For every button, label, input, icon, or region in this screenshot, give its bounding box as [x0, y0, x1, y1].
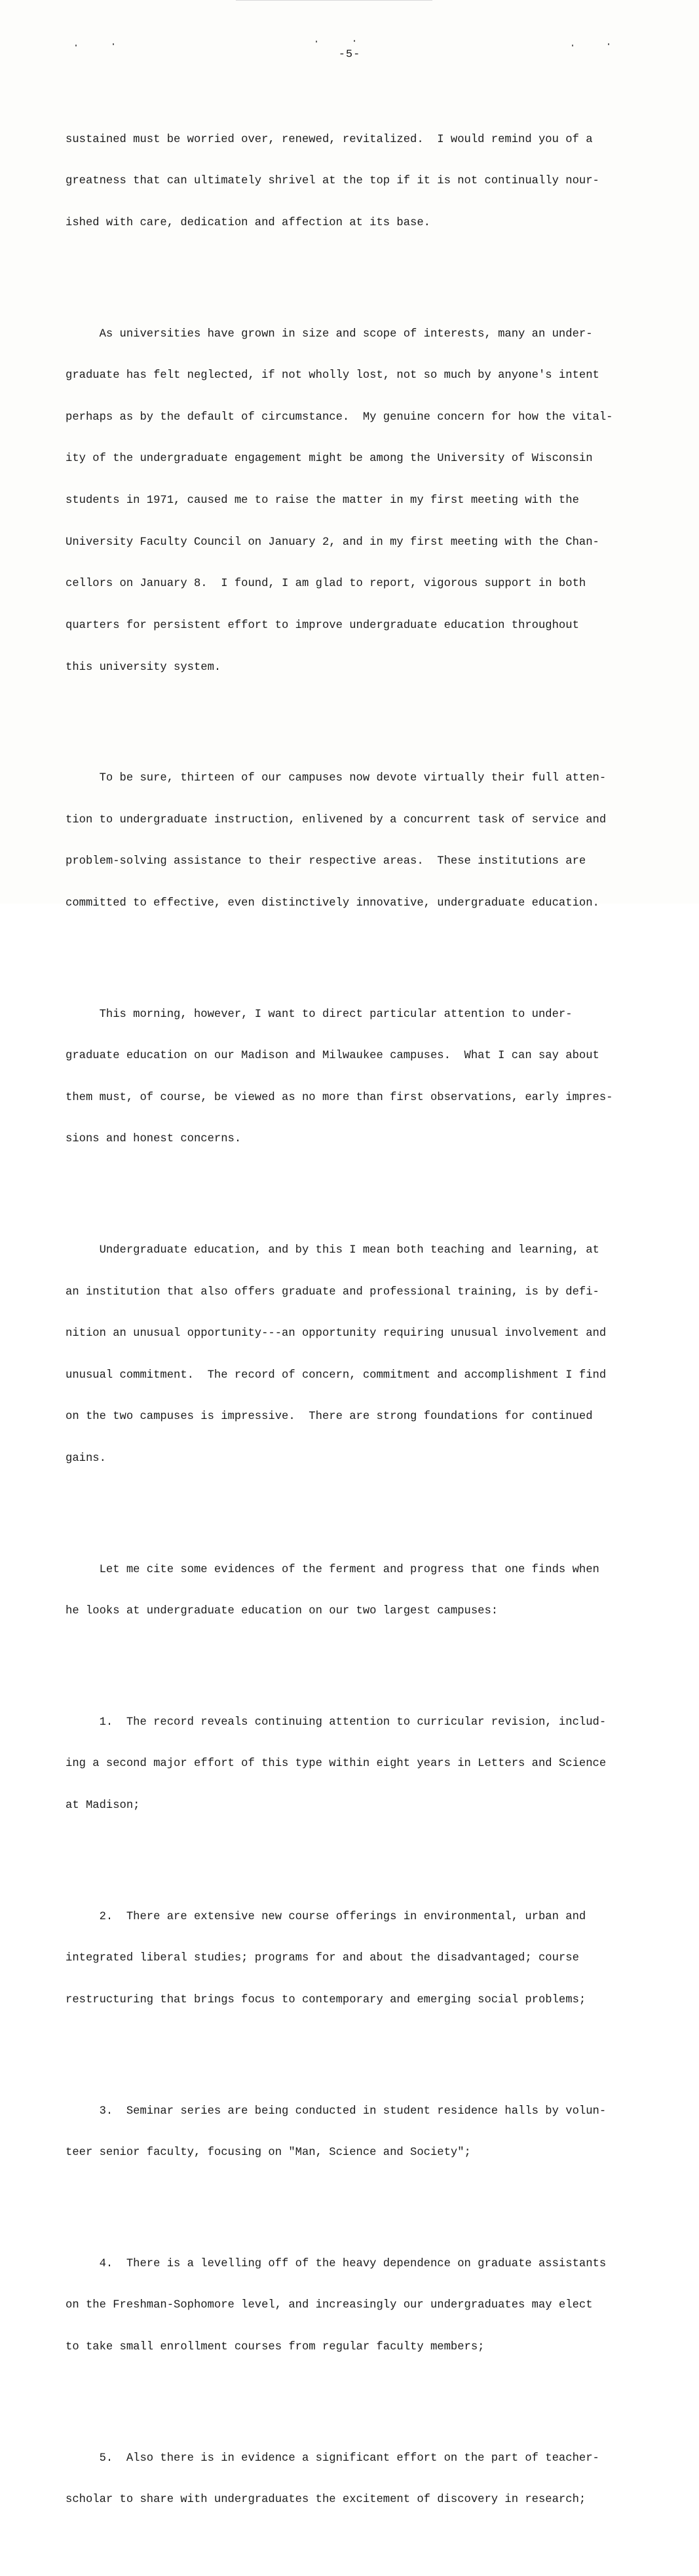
paragraph	[66, 1216, 622, 1494]
text-line: scholar to share with undergraduates the excitement of discovery in research;	[66, 2493, 586, 2507]
text-line: nition an unusual opportunity---an opportunity requiring unusual involvement and	[66, 1327, 607, 1340]
text-line: problem-solving assistance to their respective areas. These institutions are	[66, 855, 586, 868]
list-item	[66, 2229, 622, 2382]
list-item	[66, 2423, 622, 2535]
text-line: sions and honest concerns.	[66, 1133, 242, 1146]
paragraph	[66, 1535, 622, 1646]
text-line: integrated liberal studies; programs for and about the disadvantaged; course	[66, 1952, 579, 1965]
scan-speck	[113, 43, 114, 45]
scan-speck	[316, 41, 317, 43]
text-line: cellors on January 8. I found, I am glad to report, vigorous support in both	[66, 578, 586, 591]
text-line: teer senior faculty, focusing on "Man, Science and Society";	[66, 2146, 471, 2160]
text-line: ished with care, dedication and affection at its base.	[66, 217, 430, 230]
scan-speck	[354, 40, 355, 42]
list-item	[66, 1687, 622, 1840]
text-line: quarters for persistent effort to improve undergraduate education throughout	[66, 619, 579, 632]
text-line: This morning, however, I want to direct particular attention to under-	[66, 1008, 573, 1021]
text-line: 5. Also there is in evidence a significant effort on the part of teacher-	[66, 2452, 599, 2465]
text-line: committed to effective, even distinctively innovative, undergraduate education.	[66, 896, 599, 910]
text-line: unusual commitment. The record of concern, commitment and accomplishment I find	[66, 1369, 607, 1382]
paragraph	[66, 744, 622, 938]
text-line: them must, of course, be viewed as no more than first observations, early impres-	[66, 1091, 613, 1104]
text-line: gains.	[66, 1452, 106, 1465]
text-line: 4. There is a levelling off of the heavy dependence on graduate assistants	[66, 2257, 607, 2270]
text-line: To be sure, thirteen of our campuses now devote virtually their full atten-	[66, 772, 607, 785]
text-line: Let me cite some evidences of the ferment and progress that one finds when	[66, 1563, 599, 1576]
text-line: ing a second major effort of this type within eight years in Letters and Science	[66, 1757, 607, 1771]
paragraph	[66, 299, 622, 702]
text-line: Undergraduate education, and by this I mean both teaching and learning, at	[66, 1244, 599, 1257]
text-line: sustained must be worried over, renewed, revitalized. I would remind you of a	[66, 133, 593, 146]
text-line: he looks at undergraduate education on our two largest campuses:	[66, 1605, 499, 1618]
list-item	[66, 1882, 622, 2034]
scan-edge-line	[236, 0, 432, 1]
text-line: restructuring that brings focus to contemporary and emerging social problems;	[66, 1993, 586, 2006]
text-line: 3. Seminar series are being conducted in student residence halls by volun-	[66, 2105, 607, 2118]
text-line: graduate has felt neglected, if not wholly lost, not so much by anyone's intent	[66, 369, 599, 382]
scan-speck	[572, 45, 573, 46]
text-line: this university system.	[66, 661, 221, 674]
text-line: at Madison;	[66, 1799, 140, 1812]
body-text	[66, 77, 622, 2576]
list-item	[66, 2076, 622, 2188]
text-line: As universities have grown in size and scope of interests, many an under-	[66, 327, 593, 340]
text-line: on the two campuses is impressive. There are strong foundations for continued	[66, 1410, 593, 1424]
text-line: an institution that also offers graduate and professional training, is by defi-	[66, 1285, 599, 1298]
text-line: 1. The record reveals continuing attention to curricular revision, includ-	[66, 1716, 607, 1729]
page-number: -5-	[338, 48, 361, 61]
paragraph	[66, 105, 622, 257]
text-line: perhaps as by the default of circumstance. My genuine concern for how the vital-	[66, 411, 613, 424]
scan-speck	[608, 43, 609, 45]
text-line: to take small enrollment courses from regular faculty members;	[66, 2340, 485, 2353]
text-line: graduate education on our Madison and Milwaukee campuses. What I can say about	[66, 1050, 599, 1063]
text-line: University Faculty Council on January 2, and in my first meeting with the Chan-	[66, 536, 599, 549]
text-line: students in 1971, caused me to raise the matter in my first meeting with the	[66, 494, 579, 507]
text-line: tion to undergraduate instruction, enlivened by a concurrent task of service and	[66, 813, 607, 826]
scan-speck	[75, 45, 77, 46]
text-line: 2. There are extensive new course offerings in environmental, urban and	[66, 1910, 586, 1923]
paragraph	[66, 980, 622, 1174]
text-line: ity of the undergraduate engagement might be among the University of Wisconsin	[66, 452, 593, 466]
text-line: on the Freshman-Sophomore level, and increasingly our undergraduates may elect	[66, 2299, 593, 2312]
text-line: greatness that can ultimately shrivel at the top if it is not continually nour-	[66, 175, 599, 188]
